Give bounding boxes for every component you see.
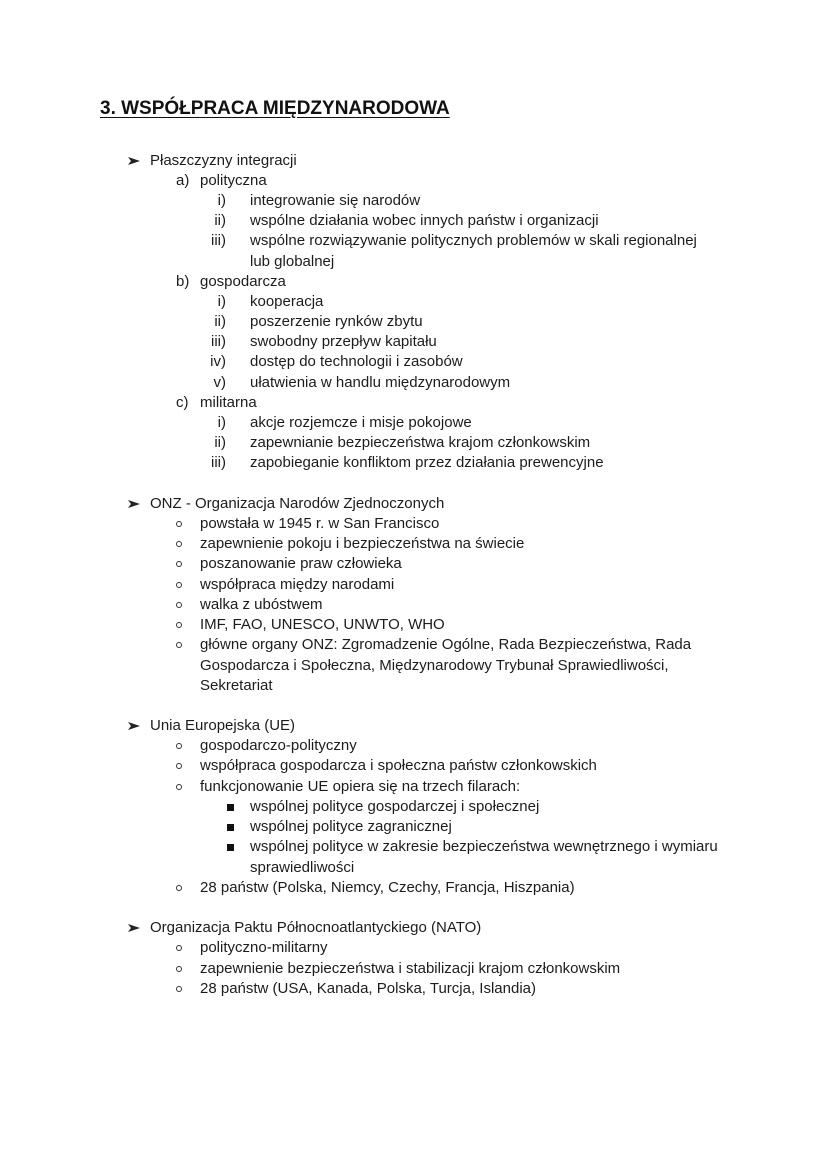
list-item: poszerzenie rynków zbytu: [250, 313, 423, 330]
list-item: swobodny przepływ kapitału: [250, 333, 437, 350]
circle-bullet-icon: [176, 885, 182, 891]
list-item: gospodarczo-polityczny: [200, 737, 357, 754]
list-item: współpraca między narodami: [200, 576, 395, 593]
section-heading: Unia Europejska (UE): [150, 717, 296, 734]
circle-bullet-icon: [176, 642, 182, 648]
list-item: zapewnienie bezpieczeństwa i stabilizacji krajom członkowskim: [200, 960, 621, 977]
list-item: zapewnianie bezpieczeństwa krajom członkowskim: [250, 434, 591, 451]
circle-bullet-icon: [176, 521, 182, 527]
arrowhead-bullet-icon: [127, 918, 141, 938]
list-subitem: wspólnej polityce zagranicznej: [250, 818, 452, 835]
list-item-continuation: Sekretariat: [200, 677, 273, 694]
circle-bullet-icon: [176, 966, 182, 972]
square-bullet-icon: [227, 824, 234, 831]
subsection-label: polityczna: [200, 172, 267, 189]
list-item: 28 państw (USA, Kanada, Polska, Turcja, Islandia): [200, 980, 537, 997]
list-marker: iii): [211, 454, 226, 471]
list-item-continuation: sprawiedliwości: [250, 859, 355, 876]
list-item: zapobieganie konfliktom przez działania prewencyjne: [250, 454, 604, 471]
circle-bullet-icon: [176, 763, 182, 769]
list-item: poszanowanie praw człowieka: [200, 555, 402, 572]
list-marker: v): [213, 374, 226, 391]
list-item: współpraca gospodarcza i społeczna państw członkowskich: [200, 757, 597, 774]
circle-bullet-icon: [176, 582, 182, 588]
list-item: walka z ubóstwem: [200, 596, 323, 613]
square-bullet-icon: [227, 804, 234, 811]
list-marker: i): [217, 414, 226, 431]
list-item: zapewnienie pokoju i bezpieczeństwa na świecie: [200, 535, 525, 552]
list-item: IMF, FAO, UNESCO, UNWTO, WHO: [200, 616, 445, 633]
subsection-label: militarna: [200, 394, 257, 411]
list-marker: b): [176, 273, 190, 290]
section-heading: Organizacja Paktu Północnoatlantyckiego (NATO): [150, 919, 482, 936]
list-subitem: wspólnej polityce w zakresie bezpieczeństwa wewnętrznego i wymiaru: [250, 838, 718, 855]
list-marker: iii): [211, 232, 226, 249]
list-marker: ii): [214, 313, 226, 330]
section-heading: ONZ - Organizacja Narodów Zjednoczonych: [150, 495, 445, 512]
list-marker: i): [217, 293, 226, 310]
circle-bullet-icon: [176, 602, 182, 608]
list-subitem: wspólnej polityce gospodarczej i społecznej: [250, 798, 540, 815]
list-item: wspólne rozwiązywanie politycznych problemów w skali regionalnej: [250, 232, 697, 249]
circle-bullet-icon: [176, 743, 182, 749]
section-heading: Płaszczyzny integracji: [150, 152, 297, 169]
arrowhead-bullet-icon: [127, 716, 141, 736]
subsection-label: gospodarcza: [200, 273, 286, 290]
list-marker: iv): [210, 353, 226, 370]
arrowhead-bullet-icon: [127, 151, 141, 171]
list-marker: a): [176, 172, 190, 189]
list-item: akcje rozjemcze i misje pokojowe: [250, 414, 472, 431]
list-item-continuation: lub globalnej: [250, 253, 335, 270]
circle-bullet-icon: [176, 622, 182, 628]
arrowhead-bullet-icon: [127, 494, 141, 514]
list-item: 28 państw (Polska, Niemcy, Czechy, Francja, Hiszpania): [200, 879, 575, 896]
circle-bullet-icon: [176, 784, 182, 790]
circle-bullet-icon: [176, 945, 182, 951]
list-item-continuation: Gospodarcza i Społeczna, Międzynarodowy Trybunał Sprawiedliwości,: [200, 657, 669, 674]
square-bullet-icon: [227, 844, 234, 851]
list-marker: iii): [211, 333, 226, 350]
list-marker: c): [176, 394, 189, 411]
list-item: kooperacja: [250, 293, 324, 310]
list-marker: ii): [214, 434, 226, 451]
list-marker: i): [217, 192, 226, 209]
list-item: funkcjonowanie UE opiera się na trzech filarach:: [200, 778, 521, 795]
circle-bullet-icon: [176, 561, 182, 567]
list-item: główne organy ONZ: Zgromadzenie Ogólne, Rada Bezpieczeństwa, Rada: [200, 636, 692, 653]
page-title: 3. WSPÓŁPRACA MIĘDZYNARODOWA: [100, 98, 450, 119]
list-item: ułatwienia w handlu międzynarodowym: [250, 374, 511, 391]
circle-bullet-icon: [176, 541, 182, 547]
circle-bullet-icon: [176, 986, 182, 992]
list-item: dostęp do technologii i zasobów: [250, 353, 463, 370]
list-item: powstała w 1945 r. w San Francisco: [200, 515, 440, 532]
list-marker: ii): [214, 212, 226, 229]
list-item: wspólne działania wobec innych państw i organizacji: [250, 212, 599, 229]
list-item: integrowanie się narodów: [250, 192, 421, 209]
list-item: polityczno-militarny: [200, 939, 328, 956]
